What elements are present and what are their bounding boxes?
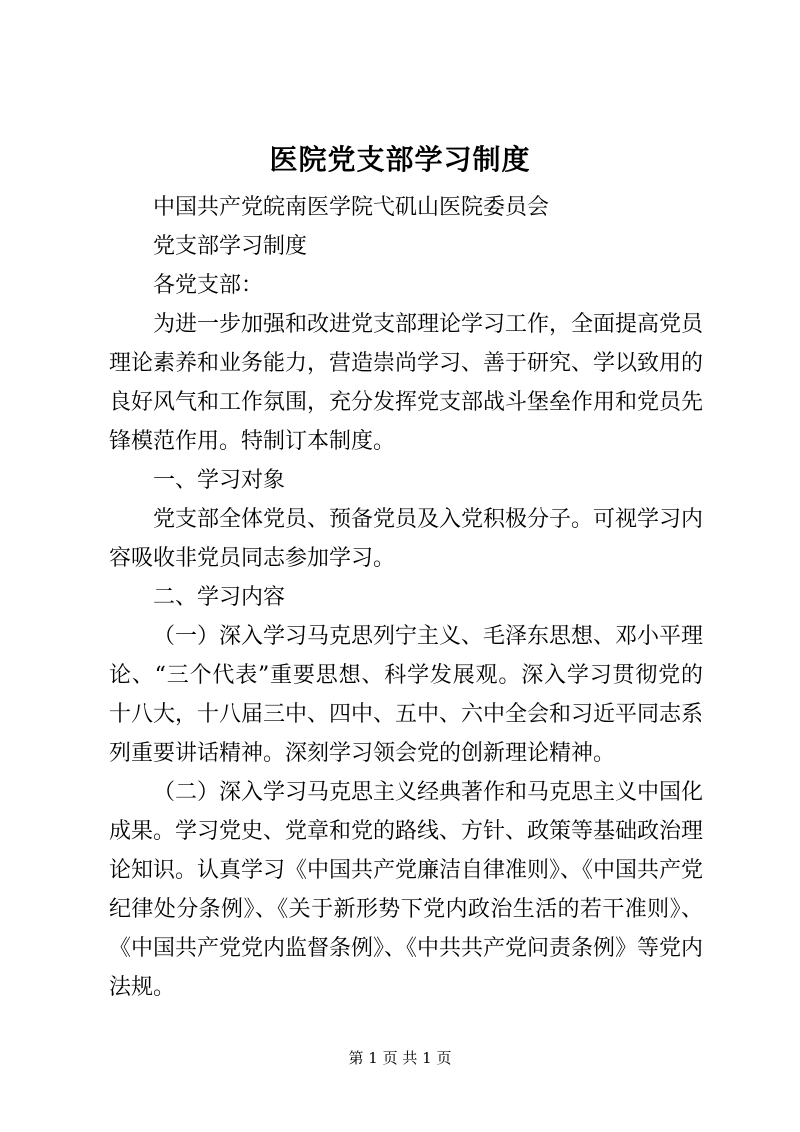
paragraph-intro: 为进一步加强和改进党支部理论学习工作，全面提高党员理论素养和业务能力，营造崇尚学习、善于研究、学以致用的良好风气和工作氛围，充分发挥党支部战斗堡垒作用和党员先锋模范作用。特制订本制度。 xyxy=(109,312,704,454)
section-heading-2: 二、学习内容 xyxy=(153,585,286,610)
paragraph-issuer: 中国共产党皖南医学院弋矶山医院委员会 xyxy=(153,195,550,220)
section-heading-1: 一、学习对象 xyxy=(153,468,286,493)
document-body xyxy=(109,188,703,1007)
paragraph-subtitle: 党支部学习制度 xyxy=(153,234,308,259)
paragraph-salutation: 各党支部： xyxy=(153,273,264,298)
document-title: 医院党支部学习制度 xyxy=(269,143,531,176)
paragraph-item-2: （二）深入学习马克思主义经典著作和马克思主义中国化成果。学习党史、党章和党的路线、方针、政策等基础政治理论知识。认真学习《中国共产党廉洁自律准则》、《中国共产党纪律处分条例》、《关于新形势下党内政治生活的若干准则》、《中国共产党党内监督条例》、《中共共产党问责条例》等党内法规。 xyxy=(109,780,704,1000)
paragraph-section-1: 党支部全体党员、预备党员及入党积极分子。可视学习内容吸收非党员同志参加学习。 xyxy=(109,507,704,571)
page-footer: 第 1 页 共 1 页 xyxy=(348,1049,452,1067)
paragraph-item-1: （一）深入学习马克思列宁主义、毛泽东思想、邓小平理论、“三个代表”重要思想、科学发展观。深入学习贯彻党的十八大，十八届三中、四中、五中、六中全会和习近平同志系列重要讲话精神。深刻学习领会党的创新理论精神。 xyxy=(109,624,704,766)
